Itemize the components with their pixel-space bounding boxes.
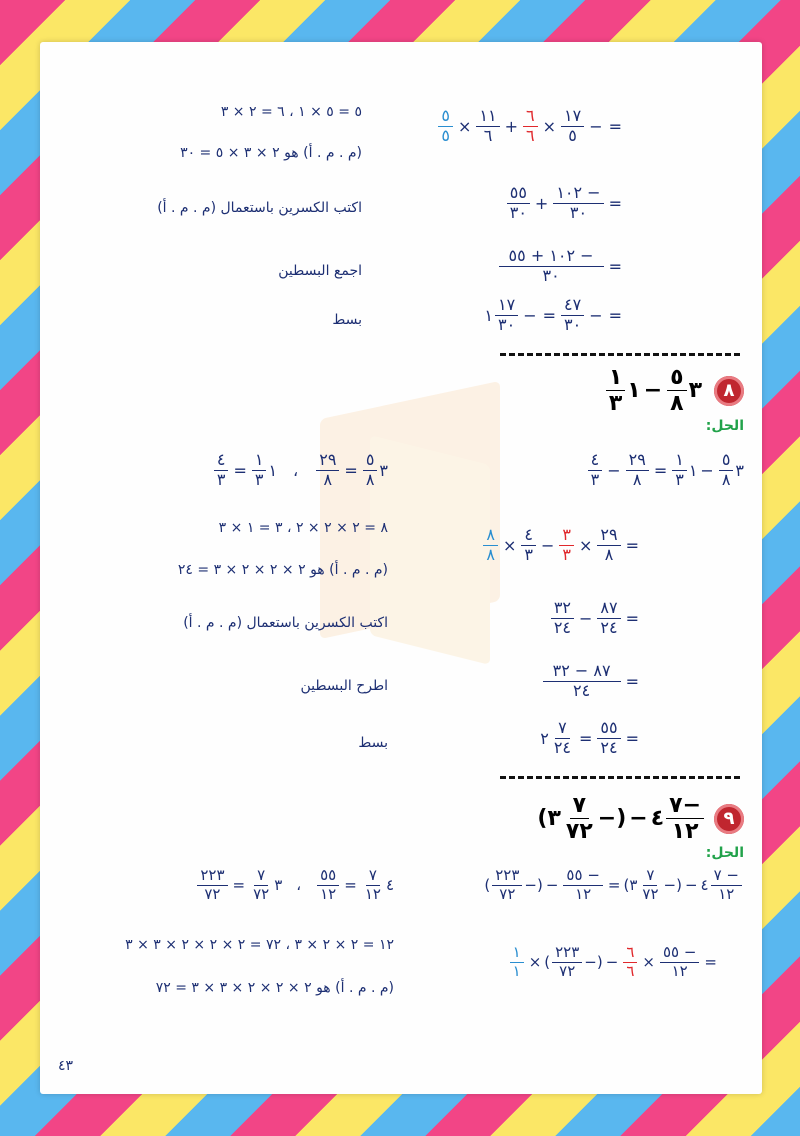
fraction: $\frac{١}{٣}$: [252, 452, 267, 489]
p9-row1-note: ٤ $\frac{٧}{١٢}$ = $\frac{٥٥}{١٢}$ ، ٣ $\frac{٧}{٧٢}$ = $\frac{٢٢٣}{٧٢}$: [195, 868, 394, 903]
equals-sign: =: [608, 256, 622, 276]
p8-row1-note: ٣ $\frac{٥}{٨}$ = $\frac{٢٩}{٨}$ ، ١ $\frac{١}{٣}$ = $\frac{٤}{٣}$: [212, 452, 388, 489]
note-factorization-8: ٨ = ٢ × ٢ × ٢ ، ٣ = ١ × ٣: [218, 520, 388, 536]
fraction: $\frac{٨٧}{٢٤}$: [597, 600, 620, 637]
fraction: $\frac{٢٩}{٨}$: [316, 452, 339, 489]
note-write-lcm-8: اكتب الكسرين باستعمال (م . م . أ): [183, 615, 388, 631]
note-simplify: بسط: [332, 312, 362, 328]
fraction: $\frac{٢٩}{٨}$: [597, 527, 620, 564]
s1-row4-equation: [484, 297, 625, 334]
fraction: $\frac{٧}{٧٢}$: [565, 793, 593, 845]
fraction: $\frac{١}{٣}$: [672, 452, 687, 489]
fraction: $\frac{٨٧ - ٣٢}{٢٤}$: [543, 663, 621, 700]
p8-row2-equation: = $\frac{٢٩}{٨}$ × $\frac{٣}{٣}$ − $\frac{٤}{٣}$ × $\frac{٨}{٨}$: [481, 527, 642, 564]
fraction-blue: $\frac{١}{١}$: [510, 945, 524, 980]
fraction: $\frac{٢٢٣}{٧٢}$: [552, 945, 582, 980]
p9-row2-equation: = $\frac{- ٥٥}{١٢}$ × $\frac{٦}{٦}$ − ( − $\frac{٢٢٣}{٧٢}$ ) × $\frac{١}{١}$: [508, 945, 720, 980]
p8-row3-equation: = $\frac{٨٧}{٢٤}$ − $\frac{٣٢}{٢٤}$: [549, 600, 642, 637]
p8-row1-equation: ٣ $\frac{٥}{٨}$ − ١ $\frac{١}{٣}$ = $\frac{٢٩}{٨}$ − $\frac{٤}{٣}$: [586, 452, 744, 489]
minus-sign: −: [589, 305, 603, 325]
fraction: $\frac{٧}{٧٢}$: [253, 866, 270, 903]
note-lcm-1: (م . م . أ) هو ٢ × ٣ × ٥ = ٣٠: [180, 145, 362, 161]
equals-sign: =: [608, 305, 622, 325]
fraction: $\frac{٥٥}{٢٤}$: [597, 720, 620, 757]
solution-label: الحل:: [705, 845, 744, 861]
fraction: $\frac{- ٥٥}{١٢}$: [563, 868, 602, 903]
fraction: $\frac{٤}{٣}$: [588, 452, 603, 489]
fraction: $\frac{١}{٣}$: [606, 366, 625, 415]
fraction: $\frac{٥}{٨}$: [719, 452, 734, 489]
note-lcm-9: (م . م . أ) هو ٢ × ٢ × ٢ × ٣ × ٣ = ٧٢: [155, 980, 394, 996]
note-simplify-8: بسط: [358, 735, 388, 751]
note-factorization-9: ١٢ = ٢ × ٢ × ٣ ، ٧٢ = ٢ × ٢ × ٢ × ٣ × ٣: [125, 937, 394, 953]
fraction: $\frac{- ٧}{١٢}$: [711, 868, 742, 903]
note-write-lcm: اكتب الكسرين باستعمال (م . م . أ): [157, 200, 362, 216]
note-factorization-1: ٥ = ٥ × ١ ، ٦ = ٢ × ٣: [220, 104, 362, 120]
equals-sign: =: [608, 193, 622, 213]
plus-sign: +: [504, 116, 518, 136]
fraction: $\frac{٢٢٣}{٧٢}$: [197, 868, 227, 903]
fraction-red: $\frac{٦}{٦}$: [623, 945, 637, 980]
minus-sign: −: [589, 116, 603, 136]
fraction: $\frac{٥}{٨}$: [363, 452, 378, 489]
fraction: $\frac{٤}{٣}$: [214, 452, 229, 489]
s1-row2-equation: [505, 185, 625, 222]
fraction: $\frac{١٧}{٥}$: [561, 108, 584, 145]
minus-sign: −: [523, 305, 537, 325]
fraction: $\frac{- ١٠٢ + ٥٥}{٣٠}$: [499, 248, 604, 285]
fraction: $\frac{٥}{٨}$: [667, 366, 686, 415]
fraction: $\frac{٧}{٢٤}$: [553, 718, 571, 757]
page-number: ٤٣: [58, 1058, 74, 1074]
problem-8-header: ٨ ٣ $\frac{٥}{٨}$ − ١ $\frac{١}{٣}$: [604, 366, 744, 415]
p9-row1-equation: $\frac{- ٧}{١٢}$ ٤ − ( − $\frac{٧}{٧٢}$ ٣ ) = $\frac{- ٥٥}{١٢}$ − ( − $\frac{٢٢٣}{٧٢}$ ): [484, 868, 744, 903]
problem-9-header: ٩ $\frac{-٧}{١٢}$ ٤ − ( − $\frac{٧}{٧٢}$ ٣ ): [537, 794, 744, 843]
separator-line: [500, 353, 740, 356]
fraction: $\frac{١١}{٦}$: [476, 108, 499, 145]
equals-sign: =: [542, 305, 556, 325]
note-subtract-numerators: اطرح البسطين: [300, 678, 388, 694]
fraction: $\frac{٧}{١٢}$: [364, 866, 381, 903]
note-lcm-8: (م . م . أ) هو ٢ × ٢ × ٢ × ٣ = ٢٤: [177, 562, 388, 578]
problem-number-badge: ٨: [714, 376, 744, 406]
fraction: $\frac{- ٥٥}{١٢}$: [660, 945, 699, 980]
s1-row1-equation: [436, 108, 625, 145]
fraction: $\frac{- ١٠٢}{٣٠}$: [553, 185, 603, 222]
fraction-blue: $\frac{٥}{٥}$: [438, 108, 453, 145]
fraction: $\frac{٤٧}{٣٠}$: [561, 297, 584, 334]
fraction: $\frac{٢٩}{٨}$: [626, 452, 649, 489]
fraction: $\frac{-٧}{١٢}$: [666, 794, 704, 843]
fraction-red: $\frac{٣}{٣}$: [559, 527, 574, 564]
s1-row3-equation: [497, 248, 625, 285]
fraction-red: $\frac{٦}{٦}$: [523, 108, 538, 145]
times-sign: ×: [542, 116, 556, 136]
fraction: $\frac{٤}{٣}$: [521, 527, 536, 564]
plus-sign: +: [534, 193, 549, 213]
separator-line: [500, 776, 740, 779]
problem-number-badge: ٩: [714, 804, 744, 834]
solution-label: الحل:: [705, 418, 744, 434]
equals-sign: =: [608, 116, 622, 136]
note-add-numerators: اجمع البسطين: [278, 263, 362, 279]
p8-row5-equation: = $\frac{٥٥}{٢٤}$ = $\frac{٧}{٢٤}$ ٢: [540, 718, 639, 757]
fraction: $\frac{٢٢٣}{٧٢}$: [492, 868, 522, 903]
fraction: $\frac{٧}{٧٢}$: [642, 866, 659, 903]
fraction: $\frac{١٧}{٣٠}$: [495, 297, 518, 334]
times-sign: ×: [458, 116, 472, 136]
fraction: $\frac{٥٥}{٣٠}$: [507, 185, 530, 222]
whole-number: ١: [484, 305, 493, 325]
fraction-blue: $\frac{٨}{٨}$: [483, 527, 498, 564]
fraction: $\frac{٣٢}{٢٤}$: [551, 600, 574, 637]
fraction: $\frac{٥٥}{١٢}$: [317, 868, 339, 903]
p8-row4-equation: = $\frac{٨٧ - ٣٢}{٢٤}$: [541, 663, 642, 700]
